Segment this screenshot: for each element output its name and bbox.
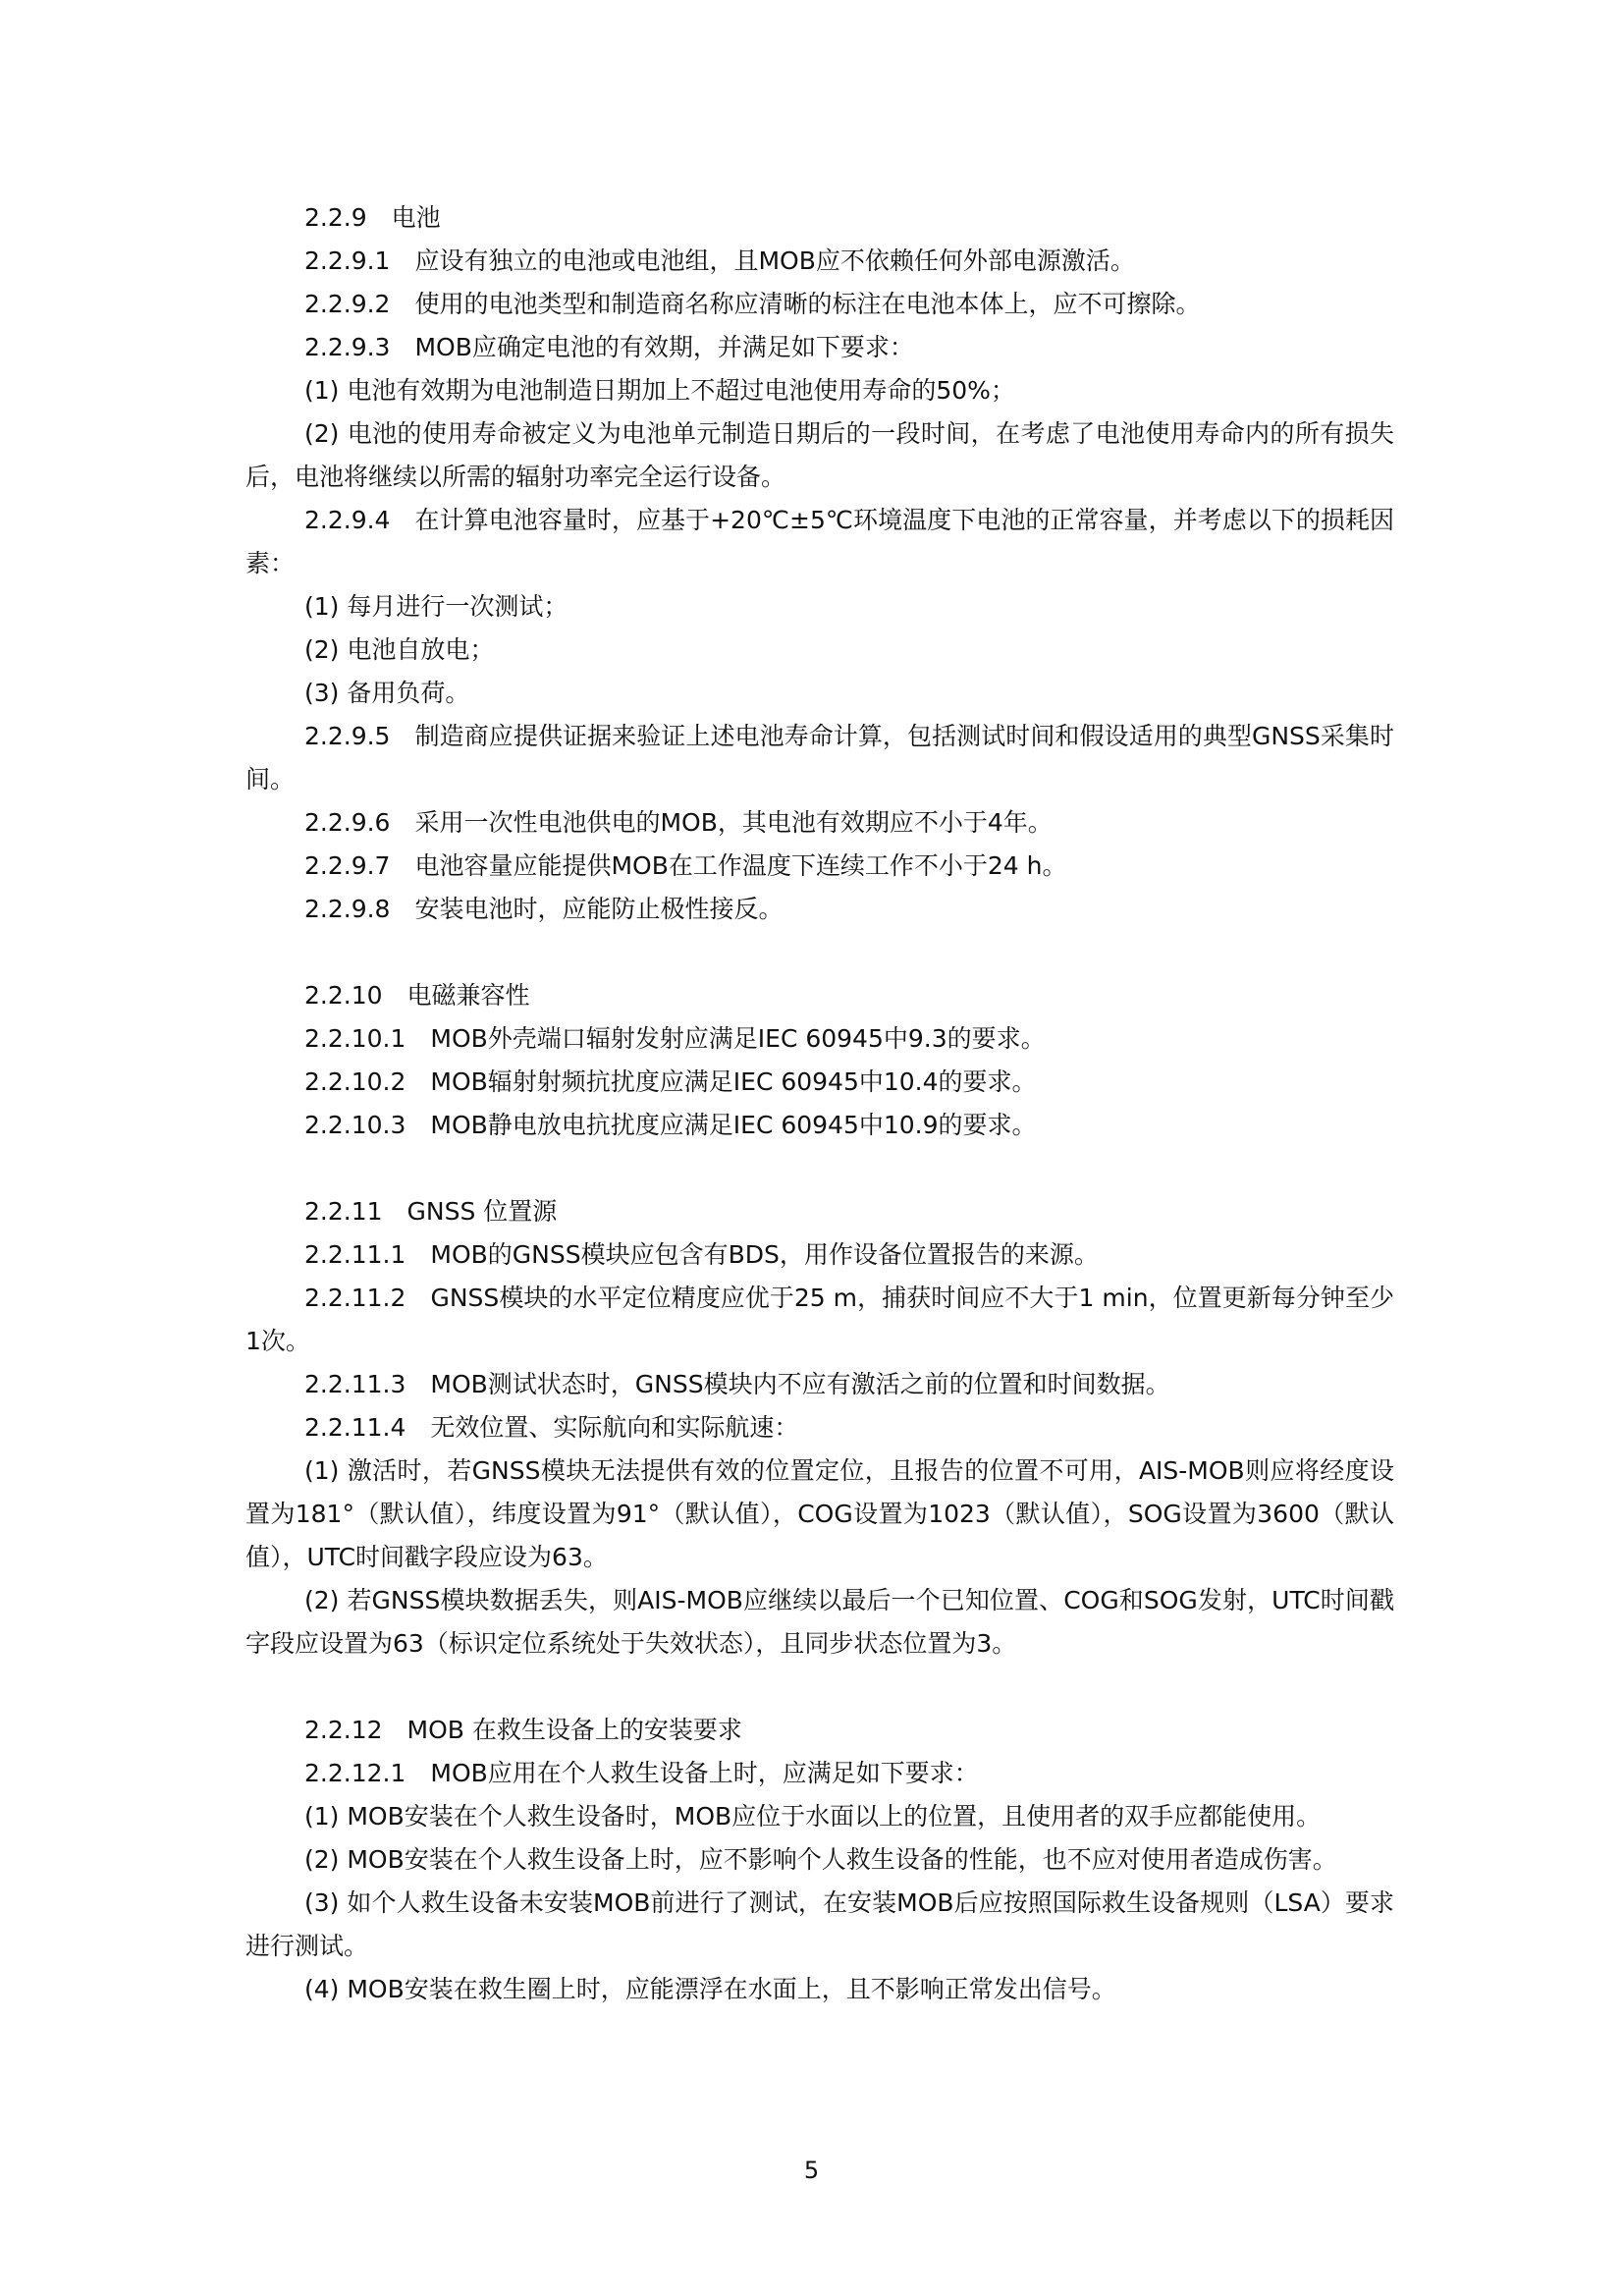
paragraph-2-2-9-3: 2.2.9.3 MOB应确定电池的有效期，并满足如下要求： — [304, 333, 914, 361]
document-body — [245, 196, 1394, 2011]
paragraph-2-2-9-8: 2.2.9.8 安装电池时，应能防止极性接反。 — [304, 895, 784, 923]
section-heading-2-2-9: 2.2.9 电池 — [304, 203, 441, 232]
list-item-2-2-9-4-2: (2) 电池自放电； — [304, 635, 495, 664]
list-item-2-2-12-1-4: (4) MOB安装在救生圈上时，应能漂浮在水面上，且不影响正常发出信号。 — [304, 1975, 1116, 2003]
page-number: 5 — [803, 2157, 820, 2184]
list-item-2-2-12-1-1: (1) MOB安装在个人救生设备时，MOB应位于水面以上的位置，且使用者的双手应都能使用。 — [304, 1802, 1322, 1831]
paragraph-2-2-12-1: 2.2.12.1 MOB应用在个人救生设备上时，应满足如下要求： — [304, 1759, 979, 1787]
paragraph-2-2-11-2: 2.2.11.2 GNSS模块的水平定位精度应优于25 m，捕获时间应不大于1 min，位置更新每分钟至少1次。 — [245, 1284, 1394, 1355]
list-item-2-2-9-3-2: (2) 电池的使用寿命被定义为电池单元制造日期后的一段时间，在考虑了电池使用寿命内的所有损失后，电池将继续以所需的辐射功率完全运行设备。 — [245, 419, 1394, 491]
section-spacer — [245, 931, 1394, 974]
list-item-2-2-9-3-1: (1) 电池有效期为电池制造日期加上不超过电池使用寿命的50%； — [304, 376, 1015, 405]
paragraph-2-2-11-4: 2.2.11.4 无效位置、实际航向和实际航速： — [304, 1413, 799, 1442]
list-item-2-2-12-1-3: (3) 如个人救生设备未安装MOB前进行了测试，在安装MOB后应按照国际救生设备规则（LSA）要求进行测试。 — [245, 1888, 1394, 1960]
list-item-2-2-9-4-3: (3) 备用负荷。 — [304, 679, 470, 707]
paragraph-2-2-10-2: 2.2.10.2 MOB辐射射频抗扰度应满足IEC 60945中10.4的要求。 — [304, 1067, 1037, 1096]
list-item-2-2-9-4-1: (1) 每月进行一次测试； — [304, 592, 568, 621]
section-heading-2-2-11: 2.2.11 GNSS 位置源 — [304, 1197, 558, 1226]
paragraph-2-2-9-2: 2.2.9.2 使用的电池类型和制造商名称应清晰的标注在电池本体上，应不可擦除。 — [304, 290, 1201, 318]
paragraph-2-2-11-1: 2.2.11.1 MOB的GNSS模块应包含有BDS，用作设备位置报告的来源。 — [304, 1240, 1099, 1269]
paragraph-2-2-11-3: 2.2.11.3 MOB测试状态时，GNSS模块内不应有激活之前的位置和时间数据。 — [304, 1370, 1170, 1398]
paragraph-2-2-9-4: 2.2.9.4 在计算电池容量时，应基于+20℃±5℃环境温度下电池的正常容量，并考虑以下的损耗因素： — [245, 506, 1394, 577]
paragraph-2-2-9-6: 2.2.9.6 采用一次性电池供电的MOB，其电池有效期应不小于4年。 — [304, 808, 1053, 837]
paragraph-2-2-9-1: 2.2.9.1 应设有独立的电池或电池组，且MOB应不依赖任何外部电源激活。 — [304, 246, 1135, 275]
list-item-2-2-11-4-1: (1) 激活时，若GNSS模块无法提供有效的位置定位，且报告的位置不可用，AIS-MOB则应将经度设置为181°（默认值），纬度设置为91°（默认值），COG设置为1023（默认值），SOG设置为3600（默认值），UTC时间戳字段应设为63。 — [245, 1456, 1394, 1571]
paragraph-2-2-9-7: 2.2.9.7 电池容量应能提供MOB在工作温度下连续工作不小于24 h。 — [304, 851, 1067, 880]
list-item-2-2-12-1-2: (2) MOB安装在个人救生设备上时，应不影响个人救生设备的性能，也不应对使用者造成伤害。 — [304, 1845, 1337, 1874]
section-heading-2-2-10: 2.2.10 电磁兼容性 — [304, 981, 530, 1010]
section-spacer — [245, 1147, 1394, 1190]
list-item-2-2-11-4-2: (2) 若GNSS模块数据丢失，则AIS-MOB应继续以最后一个已知位置、COG和SOG发射，UTC时间戳字段应设置为63（标识定位系统处于失效状态），且同步状态位置为3。 — [245, 1586, 1394, 1658]
paragraph-2-2-9-5: 2.2.9.5 制造商应提供证据来验证上述电池寿命计算，包括测试时间和假设适用的典型GNSS采集时间。 — [245, 722, 1394, 793]
section-spacer — [245, 1666, 1394, 1709]
section-heading-2-2-12: 2.2.12 MOB 在救生设备上的安装要求 — [304, 1716, 742, 1744]
paragraph-2-2-10-3: 2.2.10.3 MOB静电放电抗扰度应满足IEC 60945中10.9的要求。 — [304, 1111, 1037, 1139]
paragraph-2-2-10-1: 2.2.10.1 MOB外壳端口辐射发射应满足IEC 60945中9.3的要求。 — [304, 1024, 1046, 1053]
